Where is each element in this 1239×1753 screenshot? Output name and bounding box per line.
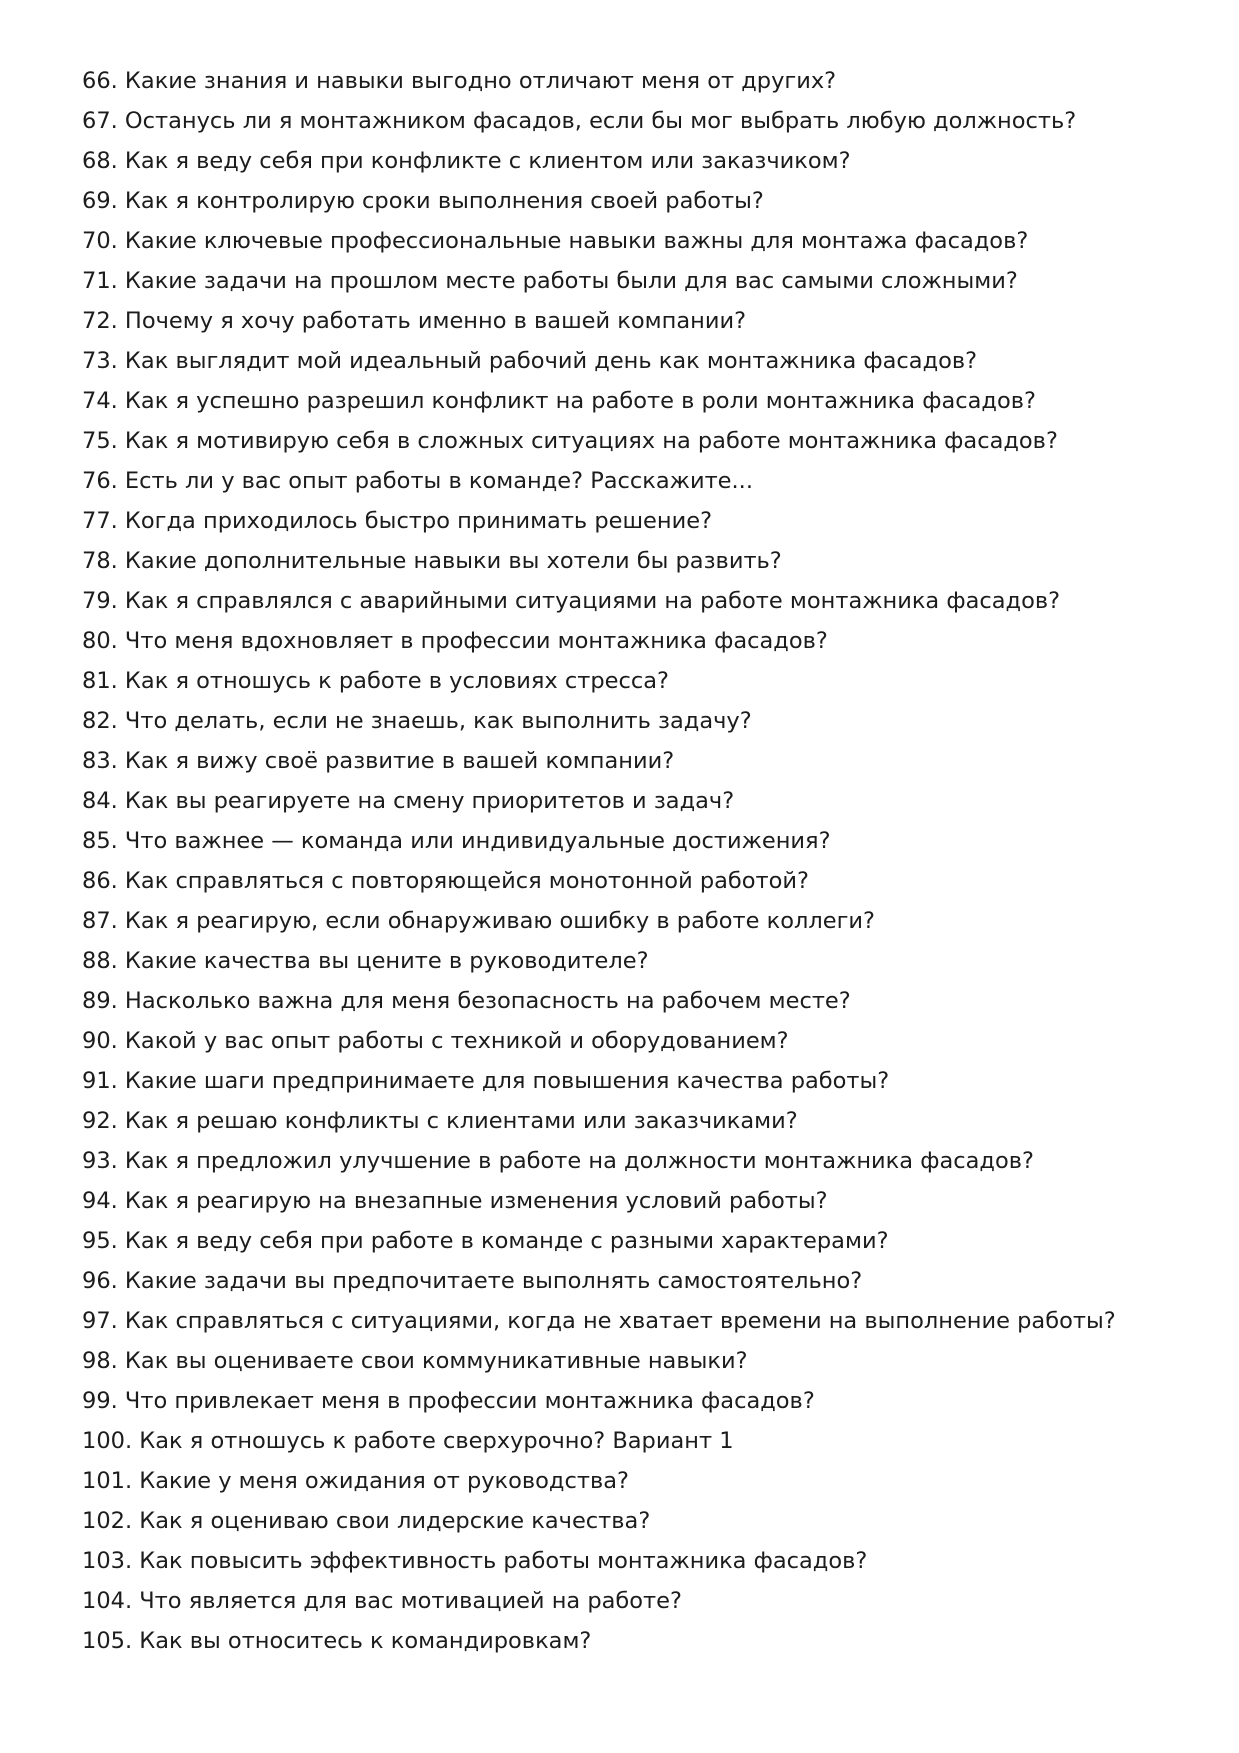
- question-item: 105. Как вы относитесь к командировкам?: [82, 1628, 592, 1654]
- question-list: [82, 61, 1116, 1661]
- question-item: 94. Как я реагирую на внезапные изменения условий работы?: [82, 1188, 828, 1214]
- question-item: 69. Как я контролирую сроки выполнения своей работы?: [82, 188, 764, 214]
- question-item: 89. Насколько важна для меня безопасность на рабочем месте?: [82, 988, 851, 1014]
- question-item: 104. Что является для вас мотивацией на работе?: [82, 1588, 682, 1614]
- question-item: 99. Что привлекает меня в профессии монтажника фасадов?: [82, 1388, 815, 1414]
- question-item: 100. Как я отношусь к работе сверхурочно? Вариант 1: [82, 1428, 734, 1454]
- question-item: 86. Как справляться с повторяющейся монотонной работой?: [82, 868, 809, 894]
- question-item: 87. Как я реагирую, если обнаруживаю ошибку в работе коллеги?: [82, 908, 875, 934]
- question-item: 71. Какие задачи на прошлом месте работы были для вас самыми сложными?: [82, 268, 1018, 294]
- question-item: 95. Как я веду себя при работе в команде с разными характерами?: [82, 1228, 889, 1254]
- question-item: 73. Как выглядит мой идеальный рабочий день как монтажника фасадов?: [82, 348, 978, 374]
- question-item: 77. Когда приходилось быстро принимать решение?: [82, 508, 713, 534]
- question-item: 101. Какие у меня ожидания от руководства?: [82, 1468, 629, 1494]
- question-item: 90. Какой у вас опыт работы с техникой и оборудованием?: [82, 1028, 789, 1054]
- question-item: 70. Какие ключевые профессиональные навыки важны для монтажа фасадов?: [82, 228, 1029, 254]
- question-item: 75. Как я мотивирую себя в сложных ситуациях на работе монтажника фасадов?: [82, 428, 1058, 454]
- question-item: 76. Есть ли у вас опыт работы в команде? Расскажите...: [82, 468, 753, 494]
- question-item: 93. Как я предложил улучшение в работе на должности монтажника фасадов?: [82, 1148, 1034, 1174]
- question-item: 84. Как вы реагируете на смену приоритетов и задач?: [82, 788, 735, 814]
- question-item: 98. Как вы оцениваете свои коммуникативные навыки?: [82, 1348, 748, 1374]
- question-item: 97. Как справляться с ситуациями, когда не хватает времени на выполнение работы?: [82, 1308, 1116, 1334]
- question-item: 83. Как я вижу своё развитие в вашей компании?: [82, 748, 675, 774]
- question-item: 78. Какие дополнительные навыки вы хотели бы развить?: [82, 548, 782, 574]
- question-item: 96. Какие задачи вы предпочитаете выполнять самостоятельно?: [82, 1268, 863, 1294]
- question-item: 66. Какие знания и навыки выгодно отличают меня от других?: [82, 68, 837, 94]
- question-item: 79. Как я справлялся с аварийными ситуациями на работе монтажника фасадов?: [82, 588, 1061, 614]
- question-item: 72. Почему я хочу работать именно в вашей компании?: [82, 308, 747, 334]
- question-item: 103. Как повысить эффективность работы монтажника фасадов?: [82, 1548, 868, 1574]
- question-item: 81. Как я отношусь к работе в условиях стресса?: [82, 668, 669, 694]
- question-item: 82. Что делать, если не знаешь, как выполнить задачу?: [82, 708, 752, 734]
- question-item: 80. Что меня вдохновляет в профессии монтажника фасадов?: [82, 628, 828, 654]
- question-item: 88. Какие качества вы цените в руководителе?: [82, 948, 649, 974]
- question-item: 102. Как я оцениваю свои лидерские качества?: [82, 1508, 651, 1534]
- question-item: 85. Что важнее — команда или индивидуальные достижения?: [82, 828, 831, 854]
- question-item: 92. Как я решаю конфликты с клиентами или заказчиками?: [82, 1108, 798, 1134]
- question-item: 68. Как я веду себя при конфликте с клиентом или заказчиком?: [82, 148, 851, 174]
- question-item: 74. Как я успешно разрешил конфликт на работе в роли монтажника фасадов?: [82, 388, 1036, 414]
- question-item: 67. Останусь ли я монтажником фасадов, если бы мог выбрать любую должность?: [82, 108, 1077, 134]
- question-item: 91. Какие шаги предпринимаете для повышения качества работы?: [82, 1068, 890, 1094]
